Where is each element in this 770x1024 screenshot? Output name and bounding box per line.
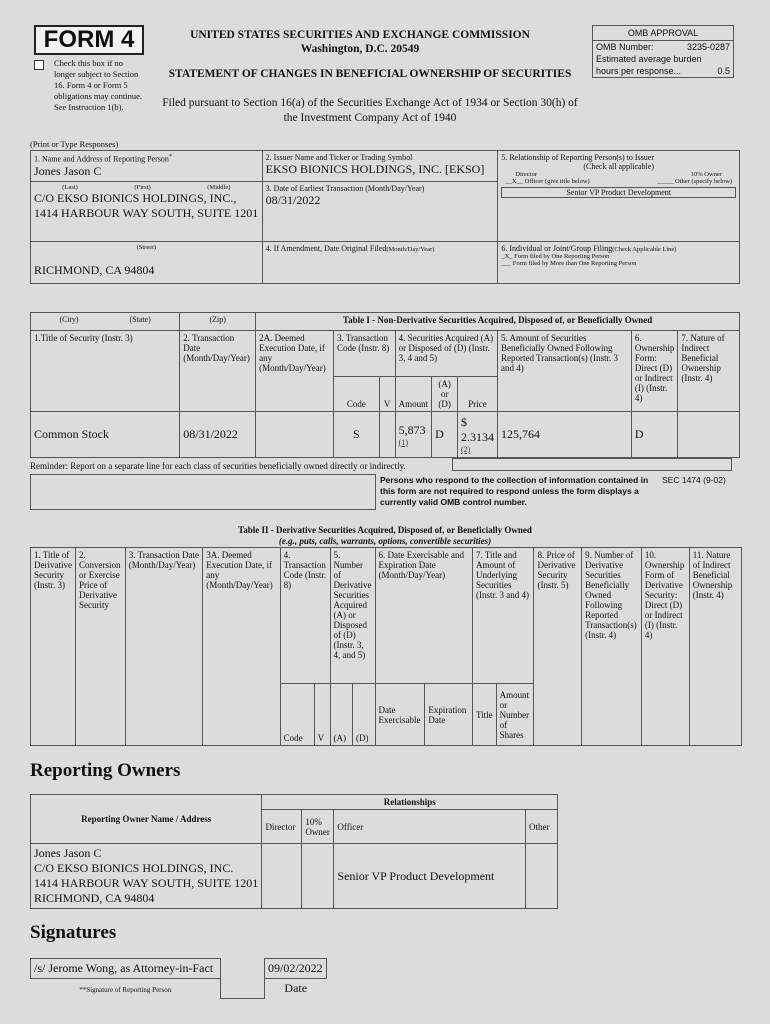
earliest-transaction-date: 08/31/2022 [265,192,321,207]
ro-director-val [262,844,302,909]
t2-h7: 7. Title and Amount of Underlying Securities (Instr. 3 and 4) [472,548,534,684]
t1-sub-v: V [379,377,395,412]
agency-header [150,28,570,56]
t2-sub-exercisable: Date Exercisable [375,684,425,746]
ro-owner-name: Jones Jason C [34,846,102,860]
ro-owner-address [31,844,262,909]
issuer-name: EKSO BIONICS HOLDINGS, INC. [EKSO] [265,162,485,176]
t1-sub-aord: (A) or (D) [432,377,458,412]
t1-security-title: Common Stock [31,412,180,458]
t1-price-symbol: $ [460,415,467,429]
table-2-title [30,525,740,547]
ro-col-10pct: 10% Owner [302,810,334,844]
street-label: (Street) [136,243,157,251]
city-state-zip-labels [31,313,180,331]
reporting-owners-table [30,794,558,909]
box1-name [31,151,263,182]
checkbox-label: Check this box if no longer subject to Section 16. Form 4 or Form 5 obligations may continue. See Instruction 1(b). [54,58,143,112]
table-2-derivative [30,547,742,746]
box6-label: 6. Individual or Joint/Group Filing [501,243,613,253]
statement-title: STATEMENT OF CHANGES IN BENEFICIAL OWNERSHIP OF SECURITIES [168,68,572,80]
omb-number-label: OMB Number: [596,42,654,52]
t2-h2: 2. Conversion or Exercise Price of Derivative Security [75,548,125,746]
date-label: Date [284,981,308,995]
t2-sub-a: (A) [330,684,352,746]
t2-h3: 3. Transaction Date (Month/Day/Year) [125,548,202,746]
ro-col-officer: Officer [334,810,526,844]
footnote-2-link[interactable]: (2) [460,445,471,454]
ro-officer-val: Senior VP Product Development [334,844,526,909]
omb-hours-label: hours per response... [596,66,682,76]
omb-approval-box [592,25,734,78]
print-type-note: (Print or Type Responses) [30,139,119,149]
reminder-box [452,458,732,471]
box4-amendment [262,241,498,283]
reporting-person-name: Jones Jason C [34,163,102,178]
t1-amount-cell [395,412,432,458]
t2-h4: 4. Transaction Code (Instr. 8) [280,548,330,684]
last-label: (Last) [62,183,78,191]
ro-relationships: Relationships [262,795,558,810]
table-1-title: Table I - Non-Derivative Securities Acquired, Disposed of, or Beneficially Owned [256,313,740,331]
box4-label: 4. If Amendment, Date Original Filed [265,243,387,253]
table-2-title-text: Table II - Derivative Securities Acquired, Disposed of, or Beneficially Owned [238,525,532,535]
ro-owner-line3: 1414 HARBOUR WAY SOUTH, SUITE 1201 [34,876,259,890]
t2-sub-d: (D) [353,684,376,746]
agency-location: Washington, D.C. 20549 [300,43,420,55]
t2-h9: 9. Number of Derivative Securities Beneficially Owned Following Reported Transaction(s) (Instr. 4) [582,548,642,746]
signature-date: 09/02/2022 [265,959,327,979]
t2-h5: 5. Number of Derivative Securities Acquired (A) or Disposed of (D) (Instr. 3, 4, and 5) [330,548,375,684]
ro-owner-line2: C/O EKSO BIONICS HOLDINGS, INC. [34,861,234,875]
t1-deemed-date [256,412,334,458]
box1-city [31,241,263,283]
notice-box [30,474,376,510]
omb-title: OMB APPROVAL [593,26,733,41]
filing-more-persons: ___ Form filed by More than One Reporting Person [501,259,637,267]
ro-10pct-val [302,844,334,909]
t1-sub-price: Price [457,377,497,412]
t1-h1: 1.Title of Security (Instr. 3) [31,331,180,412]
table-2-subtitle: (e.g., puts, calls, warrants, options, convertible securities) [278,536,492,546]
officer-title: Senior VP Product Development [501,187,736,198]
t1-owned: 125,764 [497,412,631,458]
box1-address [31,181,263,241]
zip-label: (Zip) [180,313,256,331]
omb-number: 3235-0287 [686,42,730,52]
t2-h8: 8. Price of Derivative Security (Instr. 5) [534,548,582,746]
t1-price: 2.3134 [460,430,494,444]
signer-name: /s/ Jerome Wong, as Attorney-in-Fact [31,959,221,979]
t1-h6: 6. Ownership Form: Direct (D) or Indirect (I) (Instr. 4) [631,331,678,412]
ten-pct-option: 10% Owner [690,171,722,178]
other-option: _____ Other (specify below) [657,178,732,185]
ro-col-director: Director [262,810,302,844]
signer-label: Signature of Reporting Person [86,986,172,994]
t2-sub-code: Code [280,684,314,746]
state-label: (State) [129,315,151,324]
t2-h11: 11. Nature of Indirect Beneficial Ownership (Instr. 4) [689,548,741,746]
t1-sub-code: Code [334,377,380,412]
box5-label: 5. Relationship of Reporting Person(s) to Issuer [501,153,654,162]
t2-sub-v: V [314,684,330,746]
box5-sublabel: (Check all applicable) [583,162,654,171]
box1-star: * [168,153,173,160]
reporting-person-address: C/O EKSO BIONICS HOLDINGS, INC., 1414 HARBOUR WAY SOUTH, SUITE 1201 [34,190,259,220]
first-label: (First) [134,183,151,191]
form-title: FORM 4 [34,25,144,55]
ro-col-other: Other [525,810,557,844]
t1-h2: 2. Transaction Date (Month/Day/Year) [180,331,256,412]
t2-h1: 1. Title of Derivative Security (Instr. 3) [31,548,76,746]
signer-label-prefix: ** [79,986,87,994]
box2-label: 2. Issuer Name and Ticker or Trading Symbol [265,153,413,162]
t1-transaction-date: 08/31/2022 [180,412,256,458]
table-1-non-derivative [30,312,740,458]
box3-label: 3. Date of Earliest Transaction (Month/Day/Year) [265,183,425,193]
t2-h6: 6. Date Exercisable and Expiration Date (Month/Day/Year) [375,548,472,684]
signatures-table [30,958,327,999]
ro-owner-line4: RICHMOND, CA 94804 [34,891,155,905]
box6-filing [498,241,740,283]
officer-option: __X__ Officer (give title below) [505,178,590,185]
filed-line-1: Filed pursuant to Section 16(a) of the Securities Exchange Act of 1934 or Section 30(h) of [162,97,578,109]
t2-sub-amount: Amount or Number of Shares [496,684,534,746]
table-row [31,844,558,909]
omb-burden-label: Estimated average burden [596,54,702,64]
t1-h7: 7. Nature of Indirect Beneficial Ownership (Instr. 4) [678,331,740,412]
t1-code: S [334,412,380,458]
signature-spacer [221,959,265,999]
t1-nature [678,412,740,458]
t1-v [379,412,395,458]
t1-price-cell [457,412,497,458]
omb-hours-value: 0.5 [717,66,730,76]
t1-h4: 4. Securities Acquired (A) or Disposed of (D) (Instr. 3, 4 and 5) [395,331,497,377]
footnote-1-link[interactable]: (1) [398,437,408,447]
box3-earliest-date [262,181,498,241]
reminder-text: Reminder: Report on a separate line for each class of securities beneficially owned directly or indirectly. [30,461,406,471]
box4-sublabel: (Month/Day/Year) [386,245,435,253]
t1-amount: 5,873 [398,422,426,437]
sec-code: SEC 1474 (9-02) [662,475,726,485]
filing-one-person: _X_ Form filed by One Reporting Person [501,252,610,260]
t1-h5: 5. Amount of Securities Beneficially Owned Following Reported Transaction(s) (Instr. 3 and 4) [497,331,631,412]
filed-line-2: the Investment Company Act of 1940 [283,112,457,124]
middle-label: (Middle) [207,183,231,191]
box6-sublabel: (Check Applicable Line) [612,245,677,253]
city-label: (City) [59,315,79,324]
t1-h2a: 2A. Deemed Execution Date, if any (Month/Day/Year) [256,331,334,412]
t1-h3: 3. Transaction Code (Instr. 8) [334,331,396,377]
box2-issuer [262,151,498,182]
reporting-owners-heading: Reporting Owners [30,760,181,781]
ro-other-val [525,844,557,909]
signatures-heading: Signatures [30,922,117,943]
box1-label: 1. Name and Address of Reporting Person [34,154,169,164]
ro-col-name: Reporting Owner Name / Address [31,795,262,844]
t1-sub-amount: Amount [395,377,432,412]
signer-label-cell [31,979,221,999]
box5-relationship [498,151,740,242]
t2-sub-title: Title [472,684,496,746]
reporting-person-city: RICHMOND, CA 94804 [34,262,155,277]
t2-h3a: 3A. Deemed Execution Date, if any (Month/Day/Year) [203,548,280,746]
filed-pursuant [140,96,600,126]
director-option: Director [515,171,537,178]
t1-aord: D [432,412,458,458]
persons-notice: Persons who respond to the collection of information contained in this form are not required to respond unless the form displays a currently valid OMB control number. [380,475,649,507]
no-longer-subject-checkbox[interactable] [34,60,44,70]
t2-h10: 10. Ownership Form of Derivative Security: Direct (D) or Indirect (I) (Instr. 4) [641,548,689,746]
table-row [31,412,740,458]
agency-name: UNITED STATES SECURITIES AND EXCHANGE COMMISSION [190,29,530,41]
reporting-info-grid [30,150,740,284]
t2-sub-expiration: Expiration Date [425,684,473,746]
t1-form: D [631,412,678,458]
